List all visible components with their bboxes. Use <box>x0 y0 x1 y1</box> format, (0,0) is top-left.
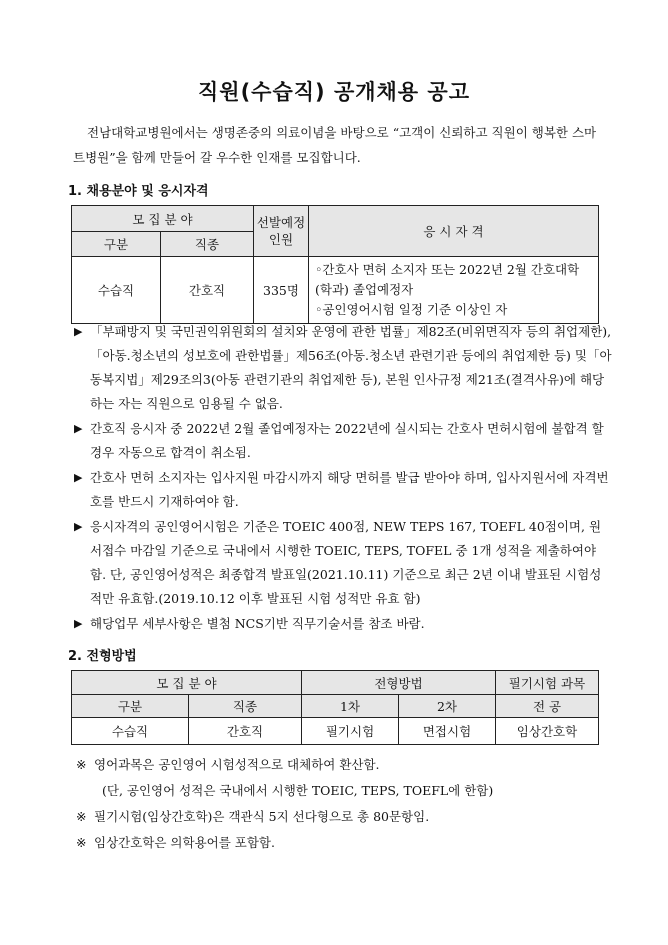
th-selection-method: 전형방법 <box>302 671 496 695</box>
cell-job: 간호직 <box>189 718 302 745</box>
cell-count: 335명 <box>254 257 309 324</box>
note-text: 간호사 면허 소지자는 입사지원 마감시까지 해당 면허를 발급 받아야 하며, 입사지원서에 자격번호를 반드시 기재하여야 함. <box>90 470 609 509</box>
footnote-item-sub <box>72 778 612 804</box>
footnote-text: 필기시험(임상간호학)은 객관식 5지 선다형으로 총 80문항임. <box>94 809 430 824</box>
note-item <box>72 612 612 636</box>
table-row <box>72 718 599 745</box>
selection-table <box>71 670 599 745</box>
note-item <box>72 466 612 514</box>
recruit-table <box>71 205 599 324</box>
th-job: 직종 <box>161 232 254 257</box>
notes-list <box>72 320 612 637</box>
cell-job: 간호직 <box>161 257 254 324</box>
note-text: 해당업무 세부사항은 별첨 NCS기반 직무기술서를 참조 바람. <box>90 616 425 631</box>
note-item <box>72 417 612 465</box>
cell-major: 임상간호학 <box>496 718 599 745</box>
footnote-text: 임상간호학은 의학용어를 포함함. <box>94 835 275 850</box>
arrow-icon: ▶ <box>74 422 83 435</box>
footnote-item <box>72 752 612 778</box>
th-second-stage: 2차 <box>399 695 496 718</box>
note-item <box>72 515 612 611</box>
arrow-icon: ▶ <box>74 520 83 533</box>
th-major: 전 공 <box>496 695 599 718</box>
footnote-item <box>72 830 612 856</box>
th-count: 선발예정 인원 <box>254 206 309 257</box>
arrow-icon: ▶ <box>74 617 83 630</box>
note-text: 「부패방지 및 국민권익위원회의 설치와 운영에 관한 법률」제82조(비위면직자 등의 취업제한), 「아동.청소년의 성보호에 관한법률」제56조(아동.청소년 관련기관 등에의 취업제한 등) 및「아동복지법」제29조의3(아동 관련기관의 취업제한 등), 본원 인사규정 제21조(결격사유)에 해당하는 자는 직원으로 임용될 수 없음. <box>90 324 612 411</box>
reference-mark-icon: ※ <box>76 757 87 772</box>
th-first-stage: 1차 <box>302 695 399 718</box>
reference-mark-icon: ※ <box>76 835 87 850</box>
arrow-icon: ▶ <box>74 471 83 484</box>
note-text: 간호직 응시자 중 2022년 2월 졸업예정자는 2022년에 실시되는 간호사 면허시험에 불합격 할 경우 자동으로 합격이 취소됨. <box>90 421 604 460</box>
footnote-item <box>72 804 612 830</box>
cell-category: 수습직 <box>72 257 161 324</box>
qualification-line-1: ◦간호사 면허 소지자 또는 2022년 2월 간호대학(학과) 졸업예정자 <box>315 262 580 297</box>
th-category: 구분 <box>72 232 161 257</box>
section-1-heading: 1. 채용분야 및 응시자격 <box>68 184 209 199</box>
qualification-line-2: ◦공인영어시험 일정 기준 이상인 자 <box>315 302 508 317</box>
intro-paragraph: 전남대학교병원에서는 생명존중의 의료이념을 바탕으로 “고객이 신뢰하고 직원이 행복한 스마트병원”을 함께 만들어 갈 우수한 인재를 모집합니다. <box>73 125 597 165</box>
cell-qualification <box>309 257 599 324</box>
arrow-icon: ▶ <box>74 325 83 338</box>
th-recruit-field: 모 집 분 야 <box>72 671 302 695</box>
th-job: 직종 <box>189 695 302 718</box>
footnotes <box>72 752 612 856</box>
table-row <box>72 257 599 324</box>
cell-first-stage: 필기시험 <box>302 718 399 745</box>
footnote-text: 영어과목은 공인영어 시험성적으로 대체하여 환산함. <box>94 757 380 772</box>
section-2-heading: 2. 전형방법 <box>68 649 137 664</box>
th-category: 구분 <box>72 695 189 718</box>
reference-mark-icon: ※ <box>76 809 87 824</box>
page-title: 직원(수습직) 공개채용 공고 <box>198 80 470 104</box>
footnote-text: (단, 공인영어 성적은 국내에서 시행한 TOEIC, TEPS, TOEFL에 한함) <box>102 783 494 798</box>
th-qualification: 응 시 자 격 <box>309 206 599 257</box>
note-text: 응시자격의 공인영어시험은 기준은 TOEIC 400점, NEW TEPS 167, TOEFL 40점이며, 원서접수 마감일 기준으로 국내에서 시행한 TOEIC, TEPS, TOFEL 중 1개 성적을 제출하여야 함. 단, 공인영어성적은 최종합격 발표일(2021.10.11) 기준으로 최근 2년 이내 발표된 시험성적만 유효함.(2019.10.12 이후 발표된 시험 성적만 유효 함) <box>90 519 602 606</box>
cell-second-stage: 면접시험 <box>399 718 496 745</box>
note-item <box>72 320 612 416</box>
cell-category: 수습직 <box>72 718 189 745</box>
th-written-subject: 필기시험 과목 <box>496 671 599 695</box>
th-recruit-field: 모 집 분 야 <box>72 206 254 232</box>
